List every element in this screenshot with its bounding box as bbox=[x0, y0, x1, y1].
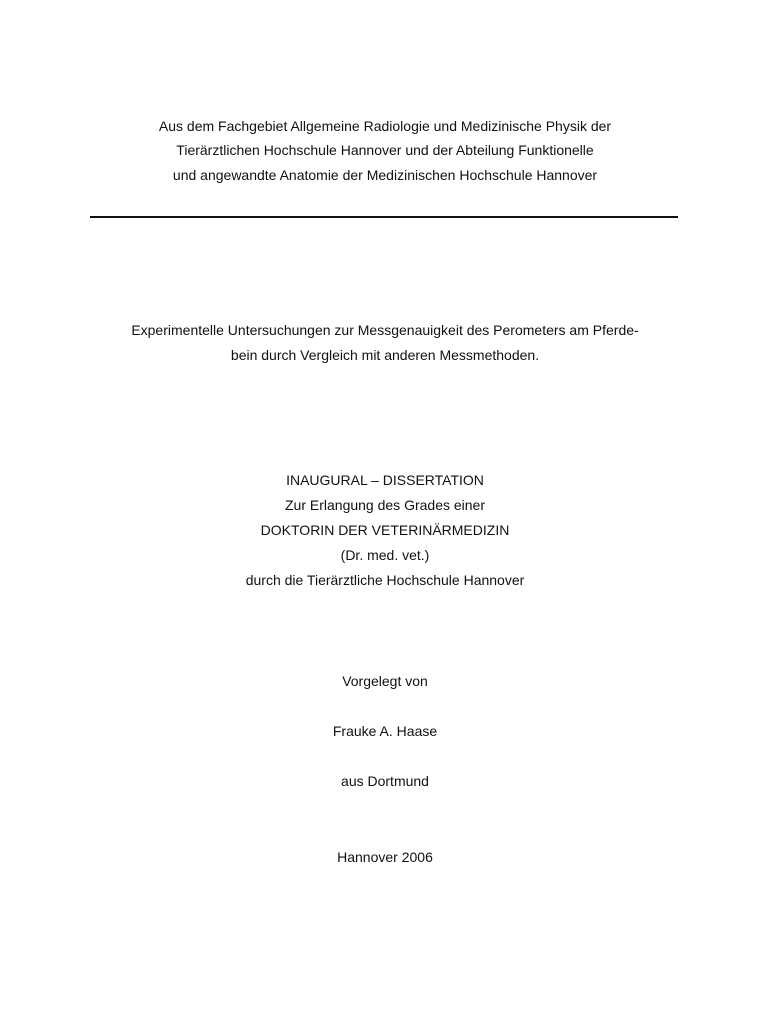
author-name: Frauke A. Haase bbox=[332, 723, 438, 739]
author-origin: aus Dortmund bbox=[341, 773, 429, 789]
degree-purpose: Zur Erlangung des Grades einer bbox=[285, 497, 485, 513]
header-divider bbox=[90, 216, 678, 218]
thesis-title-line-1: Experimentelle Untersuchungen zur Messgenauigkeit des Perometers am Pferde- bbox=[131, 322, 639, 338]
dissertation-type: INAUGURAL – DISSERTATION bbox=[286, 472, 484, 488]
granting-institution: durch die Tierärztliche Hochschule Hannover bbox=[245, 572, 525, 588]
institution-line-3: und angewandte Anatomie der Medizinischen Hochschule Hannover bbox=[172, 167, 598, 183]
degree-name: DOKTORIN DER VETERINÄRMEDIZIN bbox=[260, 522, 510, 538]
institution-line-2: Tierärztlichen Hochschule Hannover und der Abteilung Funktionelle bbox=[176, 142, 594, 158]
thesis-title-line-2: bein durch Vergleich mit anderen Messmethoden. bbox=[230, 347, 540, 363]
institution-line-1: Aus dem Fachgebiet Allgemeine Radiologie und Medizinische Physik der bbox=[158, 118, 612, 134]
place-year: Hannover 2006 bbox=[337, 849, 433, 865]
presented-by-label: Vorgelegt von bbox=[342, 673, 428, 689]
degree-abbreviation: (Dr. med. vet.) bbox=[340, 547, 430, 563]
